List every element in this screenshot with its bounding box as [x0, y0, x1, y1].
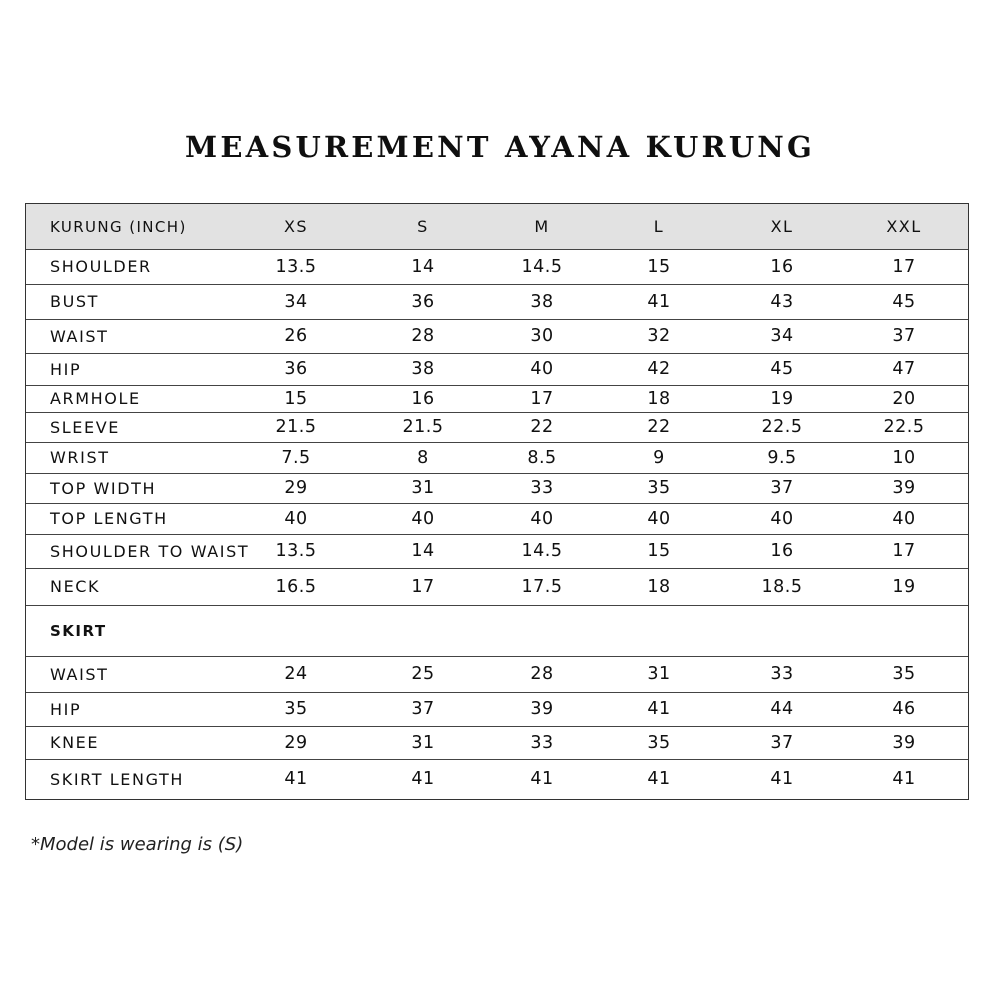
cell-m: 14.5 — [521, 541, 563, 561]
cell-l: 41 — [647, 699, 671, 719]
cell-l: 15 — [647, 541, 671, 561]
cell-s: 16 — [411, 388, 435, 409]
cell-l: 40 — [647, 508, 671, 529]
row-label: SHOULDER TO WAIST — [50, 541, 250, 561]
cell-xs: 24 — [284, 664, 308, 684]
cell-l: 9 — [653, 447, 665, 468]
table-row — [26, 442, 968, 474]
cell-s: 31 — [411, 732, 435, 753]
table-header-row — [26, 204, 968, 250]
cell-xs: 40 — [284, 508, 308, 529]
cell-l: 35 — [647, 732, 671, 753]
cell-xl: 44 — [770, 699, 794, 719]
page-title: MEASUREMENT AYANA KURUNG — [185, 130, 815, 164]
cell-l: 15 — [647, 256, 671, 277]
cell-xxl: 17 — [892, 256, 916, 277]
cell-xs: 34 — [284, 291, 308, 312]
table-row — [26, 412, 968, 443]
cell-xl: 18.5 — [761, 576, 803, 597]
cell-s: 38 — [411, 359, 435, 379]
cell-s: 14 — [411, 541, 435, 561]
cell-s: 36 — [411, 291, 435, 312]
cell-xxl: 47 — [892, 359, 916, 379]
cell-xl: 16 — [770, 256, 794, 277]
cell-s: 28 — [411, 326, 435, 346]
row-label: SLEEVE — [50, 417, 120, 437]
cell-m: 8.5 — [527, 447, 557, 468]
cell-xxl: 37 — [892, 326, 916, 346]
cell-xs: 21.5 — [275, 417, 317, 437]
cell-l: 22 — [647, 417, 671, 437]
cell-m: 14.5 — [521, 256, 563, 277]
cell-xl: 45 — [770, 359, 794, 379]
cell-xl: 40 — [770, 508, 794, 529]
skirt-section-row — [26, 605, 968, 657]
row-label: HIP — [50, 359, 82, 379]
table-row — [26, 726, 968, 760]
cell-xxl: 41 — [892, 769, 916, 789]
cell-m: 30 — [530, 326, 554, 346]
row-label: WAIST — [50, 326, 109, 346]
cell-m: 33 — [530, 732, 554, 753]
cell-s: 37 — [411, 699, 435, 719]
cell-m: 41 — [530, 769, 554, 789]
table-row — [26, 568, 968, 606]
model-size-note: *Model is wearing is (S) — [31, 834, 244, 855]
cell-xs: 13.5 — [275, 256, 317, 277]
cell-l: 42 — [647, 359, 671, 379]
cell-xs: 26 — [284, 326, 308, 346]
row-label: NECK — [50, 577, 101, 596]
cell-l: 18 — [647, 576, 671, 597]
cell-xxl: 35 — [892, 664, 916, 684]
row-label: TOP WIDTH — [50, 478, 157, 498]
cell-l: 41 — [647, 291, 671, 312]
size-chart-table — [25, 203, 969, 800]
cell-l: 41 — [647, 769, 671, 789]
row-label: WAIST — [50, 664, 109, 684]
cell-m: 40 — [530, 359, 554, 379]
table-row — [26, 249, 968, 285]
cell-xs: 16.5 — [275, 576, 317, 597]
cell-l: 35 — [647, 478, 671, 498]
row-label: WRIST — [50, 448, 110, 467]
cell-xxl: 20 — [892, 388, 916, 409]
cell-xs: 29 — [284, 732, 308, 753]
table-row — [26, 385, 968, 413]
cell-xs: 13.5 — [275, 541, 317, 561]
table-row — [26, 319, 968, 354]
cell-l: 18 — [647, 388, 671, 409]
cell-xxl: 45 — [892, 291, 916, 312]
cell-xxl: 46 — [892, 699, 916, 719]
cell-xl: 9.5 — [767, 447, 797, 468]
header-size-m: M — [534, 217, 550, 236]
cell-m: 39 — [530, 699, 554, 719]
header-size-xs: XS — [283, 217, 309, 236]
cell-xs: 15 — [284, 388, 308, 409]
cell-s: 41 — [411, 769, 435, 789]
cell-m: 17.5 — [521, 576, 563, 597]
header-size-xxl: XXL — [886, 217, 922, 236]
table-row — [26, 503, 968, 535]
cell-s: 25 — [411, 664, 435, 684]
cell-xs: 29 — [284, 478, 308, 498]
cell-m: 17 — [530, 388, 554, 409]
cell-xs: 41 — [284, 769, 308, 789]
skirt-section-label: SKIRT — [50, 621, 107, 640]
table-row — [26, 759, 968, 799]
cell-xxl: 40 — [892, 508, 916, 529]
cell-xxl: 19 — [892, 576, 916, 597]
cell-xl: 34 — [770, 326, 794, 346]
row-label: ARMHOLE — [50, 389, 141, 408]
table-row — [26, 692, 968, 727]
cell-xxl: 10 — [892, 447, 916, 468]
cell-s: 21.5 — [402, 417, 444, 437]
row-label: SKIRT LENGTH — [50, 769, 185, 789]
row-label: TOP LENGTH — [50, 509, 168, 528]
cell-m: 33 — [530, 478, 554, 498]
cell-xl: 37 — [770, 478, 794, 498]
cell-xxl: 22.5 — [883, 417, 925, 437]
cell-xl: 37 — [770, 732, 794, 753]
table-row — [26, 534, 968, 569]
cell-xxl: 17 — [892, 541, 916, 561]
cell-m: 22 — [530, 417, 554, 437]
cell-l: 31 — [647, 664, 671, 684]
cell-xl: 22.5 — [761, 417, 803, 437]
row-label: KNEE — [50, 733, 100, 752]
table-row — [26, 656, 968, 693]
cell-m: 40 — [530, 508, 554, 529]
row-label: SHOULDER — [50, 257, 152, 276]
cell-l: 32 — [647, 326, 671, 346]
cell-m: 28 — [530, 664, 554, 684]
table-row — [26, 473, 968, 504]
cell-xxl: 39 — [892, 478, 916, 498]
cell-xl: 41 — [770, 769, 794, 789]
cell-xl: 43 — [770, 291, 794, 312]
header-size-s: S — [417, 217, 429, 236]
header-size-xl: XL — [770, 217, 794, 236]
cell-xs: 35 — [284, 699, 308, 719]
cell-xl: 19 — [770, 388, 794, 409]
row-label: BUST — [50, 292, 100, 311]
table-row — [26, 353, 968, 386]
cell-xxl: 39 — [892, 732, 916, 753]
cell-s: 31 — [411, 478, 435, 498]
cell-s: 14 — [411, 256, 435, 277]
table-row — [26, 284, 968, 320]
cell-xs: 7.5 — [281, 447, 311, 468]
row-label: HIP — [50, 699, 82, 719]
cell-m: 38 — [530, 291, 554, 312]
cell-s: 40 — [411, 508, 435, 529]
cell-s: 17 — [411, 576, 435, 597]
cell-xl: 16 — [770, 541, 794, 561]
cell-s: 8 — [417, 447, 429, 468]
cell-xs: 36 — [284, 359, 308, 379]
header-label: KURUNG (INCH) — [50, 217, 187, 236]
header-size-l: L — [653, 217, 665, 236]
cell-xl: 33 — [770, 664, 794, 684]
